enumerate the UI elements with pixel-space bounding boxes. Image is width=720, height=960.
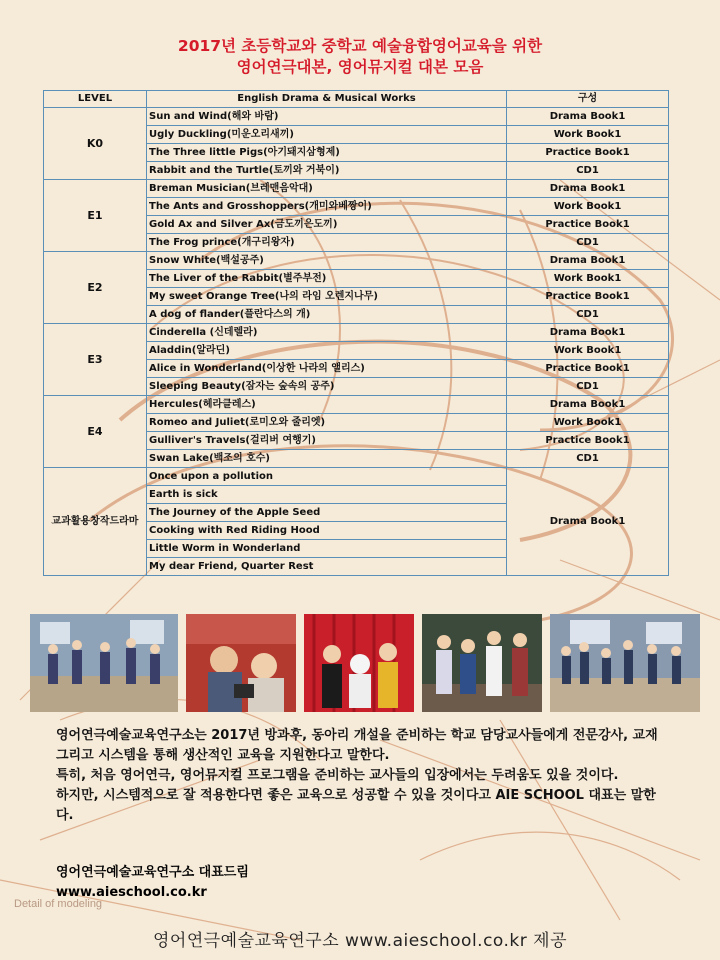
work-cell: Gold Ax and Silver Ax(금도끼은도끼): [147, 216, 507, 234]
composition-cell: Practice Book1: [507, 360, 669, 378]
website-link[interactable]: www.aieschool.co.kr: [56, 885, 207, 900]
table-row: [44, 252, 669, 270]
signature-block: [56, 863, 249, 903]
header-composition: 구성: [507, 91, 669, 108]
table-row: [44, 180, 669, 198]
composition-cell: Work Book1: [507, 414, 669, 432]
table-row: [44, 396, 669, 414]
work-cell: Alice in Wonderland(이상한 나라의 앨리스): [147, 360, 507, 378]
composition-cell: CD1: [507, 450, 669, 468]
composition-cell: Practice Book1: [507, 144, 669, 162]
composition-cell: Drama Book1: [507, 252, 669, 270]
composition-cell: Practice Book1: [507, 288, 669, 306]
signature-name: 영어연극예술교육연구소 대표드림: [56, 865, 249, 880]
work-cell: The Frog prince(개구리왕자): [147, 234, 507, 252]
paragraph-1: 영어연극예술교육연구소는 2017년 방과후, 동아리 개설을 준비하는 학교 담당교사들에게 전문강사, 교재 그리고 시스템을 통해 생산적인 교육을 지원한다고 말한다.: [56, 728, 658, 763]
works-table: [43, 90, 669, 576]
photo-children-gym: [30, 614, 178, 712]
composition-cell: CD1: [507, 162, 669, 180]
work-cell: Rabbit and the Turtle(토끼와 거북이): [147, 162, 507, 180]
level-cell: E2: [44, 252, 147, 324]
work-cell: Earth is sick: [147, 486, 507, 504]
title-line-2: 영어연극대본, 영어뮤지컬 대본 모음: [236, 58, 484, 76]
work-cell: Cinderella (신데렐라): [147, 324, 507, 342]
table-row: [44, 108, 669, 126]
work-cell: Once upon a pollution: [147, 468, 507, 486]
level-cell: E1: [44, 180, 147, 252]
photo-stage-performers: [422, 614, 542, 712]
header-level: LEVEL: [44, 91, 147, 108]
composition-cell: Drama Book1: [507, 468, 669, 576]
photo-group-dance: [550, 614, 700, 712]
composition-cell: Work Book1: [507, 270, 669, 288]
work-cell: A dog of flander(플란다스의 개): [147, 306, 507, 324]
table-header-row: [44, 91, 669, 108]
photo-strip: [30, 614, 700, 712]
work-cell: Ugly Duckling(미운오리새끼): [147, 126, 507, 144]
composition-cell: Drama Book1: [507, 180, 669, 198]
table-row: [44, 468, 669, 486]
work-cell: Romeo and Juliet(로미오와 줄리엣): [147, 414, 507, 432]
level-cell: E3: [44, 324, 147, 396]
work-cell: Sleeping Beauty(잠자는 숲속의 공주): [147, 378, 507, 396]
composition-cell: Practice Book1: [507, 216, 669, 234]
work-cell: The Three little Pigs(아기돼지삼형제): [147, 144, 507, 162]
paragraph-3: 하지만, 시스템적으로 잘 적용한다면 좋은 교육으로 성공할 수 있을 것이다고 AIE SCHOOL 대표는 말한다.: [56, 788, 656, 823]
work-cell: The Ants and Grosshoppers(개미와베짱이): [147, 198, 507, 216]
work-cell: Snow White(백설공주): [147, 252, 507, 270]
composition-cell: Drama Book1: [507, 396, 669, 414]
footer-credit: 영어연극예술교육연구소 www.aieschool.co.kr 제공: [152, 931, 568, 951]
level-cell: 교과활용창작드라마: [44, 468, 147, 576]
title-line-1: 2017년 초등학교와 중학교 예술융합영어교육을 위한: [177, 37, 543, 55]
composition-cell: CD1: [507, 306, 669, 324]
composition-cell: Work Book1: [507, 126, 669, 144]
level-cell: E4: [44, 396, 147, 468]
composition-cell: Drama Book1: [507, 324, 669, 342]
work-cell: Sun and Wind(해와 바람): [147, 108, 507, 126]
photo-costumes: [304, 614, 414, 712]
work-cell: Little Worm in Wonderland: [147, 540, 507, 558]
work-cell: Hercules(헤라클레스): [147, 396, 507, 414]
works-table-body: [44, 108, 669, 576]
composition-cell: CD1: [507, 234, 669, 252]
work-cell: My sweet Orange Tree(나의 라임 오렌지나무): [147, 288, 507, 306]
composition-cell: Work Book1: [507, 198, 669, 216]
watermark-text: Detail of modeling: [14, 898, 103, 910]
work-cell: Breman Musician(브레맨음악대): [147, 180, 507, 198]
work-cell: The Journey of the Apple Seed: [147, 504, 507, 522]
photo-makeup: [186, 614, 296, 712]
header-works: English Drama & Musical Works: [147, 91, 507, 108]
composition-cell: Practice Book1: [507, 432, 669, 450]
composition-cell: Drama Book1: [507, 108, 669, 126]
work-cell: My dear Friend, Quarter Rest: [147, 558, 507, 576]
level-cell: K0: [44, 108, 147, 180]
work-cell: The Liver of the Rabbit(별주부전): [147, 270, 507, 288]
work-cell: Gulliver's Travels(걸리버 여행기): [147, 432, 507, 450]
intro-paragraph: [56, 726, 666, 826]
work-cell: Aladdin(알라딘): [147, 342, 507, 360]
work-cell: Cooking with Red Riding Hood: [147, 522, 507, 540]
work-cell: Swan Lake(백조의 호수): [147, 450, 507, 468]
composition-cell: Work Book1: [507, 342, 669, 360]
composition-cell: CD1: [507, 378, 669, 396]
paragraph-2: 특히, 처음 영어연극, 영어뮤지컬 프로그램을 준비하는 교사들의 입장에서는 두려움도 있을 것이다.: [56, 768, 619, 783]
table-row: [44, 324, 669, 342]
page-title: [0, 36, 720, 78]
